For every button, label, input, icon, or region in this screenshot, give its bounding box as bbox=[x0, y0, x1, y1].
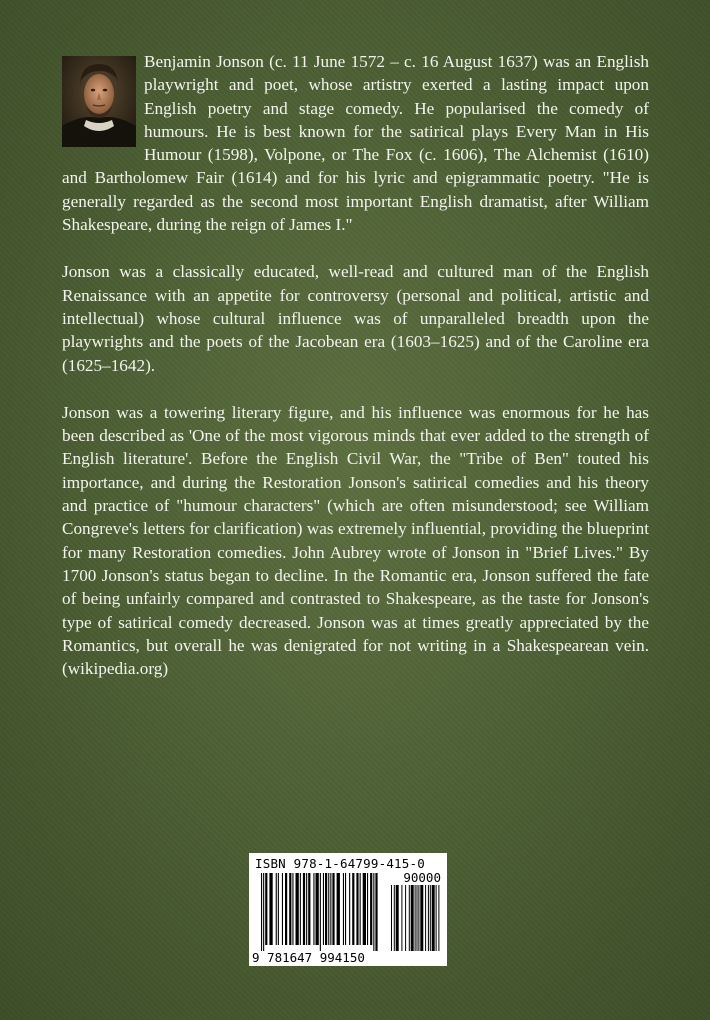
barcode-bar bbox=[328, 873, 329, 945]
addon-bar bbox=[415, 885, 416, 951]
barcode-bar bbox=[292, 873, 293, 945]
barcode-bar bbox=[352, 873, 354, 945]
addon-bar bbox=[438, 885, 439, 951]
isbn-barcode bbox=[249, 853, 447, 966]
barcode-bar bbox=[269, 873, 272, 945]
barcode-bar bbox=[343, 873, 344, 945]
back-cover-text bbox=[62, 50, 649, 704]
description-paragraph-3: Jonson was a towering literary figure, and his influence was enormous for he has been described as 'One of the most vigorous minds that ever added to the strength of English literature'. Before the English Civil War, the "Tribe of Ben" touted his importance, and during the Restoration Jonson's satirical comedies and his theory and practice of "humour characters" (which are often misunderstood; see William Congreve's letters for clarification) was extremely influential, providing the blueprint for many Restoration comedies. John Aubrey wrote of Jonson in "Brief Lives." By 1700 Jonson's status began to decline. In the Romantic era, Jonson suffered the fate of being unfairly compared and contrasted to Shakespeare, as the taste for Jonson's type of satirical comedy decreased. Jonson was at times greatly appreciated by the Romantics, but overall he was denigrated for not writing in a Shakespearean vein. (wikipedia.org) bbox=[62, 402, 649, 679]
barcode-bar bbox=[303, 873, 305, 945]
barcode-bar bbox=[375, 873, 377, 951]
barcode-bar bbox=[289, 873, 291, 945]
addon-bar bbox=[405, 885, 406, 951]
barcode-bar bbox=[349, 873, 350, 945]
barcode-bar bbox=[370, 873, 372, 945]
barcode-bar bbox=[356, 873, 358, 945]
addon-bar bbox=[394, 885, 395, 951]
addon-bar bbox=[420, 885, 423, 951]
barcode-bar bbox=[320, 873, 321, 951]
barcode-bar bbox=[330, 873, 331, 945]
barcode-bar bbox=[285, 873, 287, 945]
author-portrait bbox=[62, 56, 136, 147]
addon-bar bbox=[401, 885, 402, 951]
barcode-bar bbox=[337, 873, 340, 945]
addon-bar bbox=[411, 885, 414, 951]
barcode-bar bbox=[263, 873, 264, 951]
barcode-bar bbox=[308, 873, 310, 945]
barcode-bar bbox=[325, 873, 327, 945]
barcode-bar bbox=[332, 873, 334, 945]
barcode-bar bbox=[323, 873, 324, 945]
price-code: 90000 bbox=[403, 870, 441, 885]
barcode-bar bbox=[296, 873, 299, 945]
addon-bar bbox=[409, 885, 410, 951]
barcode-bar bbox=[300, 873, 301, 945]
barcode-bar bbox=[316, 873, 319, 945]
addon-bar bbox=[391, 885, 392, 951]
barcode-bar bbox=[360, 873, 361, 945]
description-paragraph-1: Benjamin Jonson (c. 11 June 1572 – c. 16 August 1637) was an English playwright and poet, whose artistry exerted a lasting impact upon English poetry and stage comedy. He popularised the comedy of humours. He is best known for the satirical plays Every Man in His Humour (1598), Volpone, or The Fox (c. 1606), The Alchemist (1610) and Bartholomew Fair (1614) and for his lyric and epigrammatic poetry. "He is generally regarded as the second most important English dramatist, after William Shakespeare, during the reign of James I." bbox=[62, 52, 649, 235]
barcode-bar bbox=[367, 873, 368, 945]
barcode-bar bbox=[363, 873, 366, 945]
addon-bar bbox=[428, 885, 429, 951]
barcode-bar bbox=[345, 873, 346, 945]
barcode-bar bbox=[313, 873, 314, 945]
barcode-bar bbox=[282, 873, 283, 945]
addon-bar bbox=[430, 885, 431, 951]
addon-bar bbox=[396, 885, 399, 951]
isbn-label: ISBN 978-1-64799-415-0 bbox=[255, 856, 425, 871]
barcode-bar bbox=[373, 873, 374, 951]
barcode-bar bbox=[306, 873, 307, 945]
addon-bar bbox=[418, 885, 419, 951]
barcode-bar bbox=[278, 873, 279, 945]
barcode-bar bbox=[276, 873, 277, 945]
description-paragraph-2: Jonson was a classically educated, well-read and cultured man of the English Renaissance with an appetite for controversy (personal and political, artistic and intellectual) whose cultural influence was of unparalleled breadth upon the playwrights and the poets of the Jacobean era (1603–1625) and of the Caroline era (1625–1642). bbox=[62, 262, 649, 375]
addon-bar bbox=[436, 885, 437, 951]
barcode-bar bbox=[261, 873, 262, 951]
barcode-bar bbox=[265, 873, 267, 945]
addon-bar bbox=[417, 885, 418, 951]
addon-bar bbox=[425, 885, 426, 951]
addon-bar bbox=[432, 885, 435, 951]
barcode-digits: 9 781647 994150 bbox=[252, 950, 365, 965]
